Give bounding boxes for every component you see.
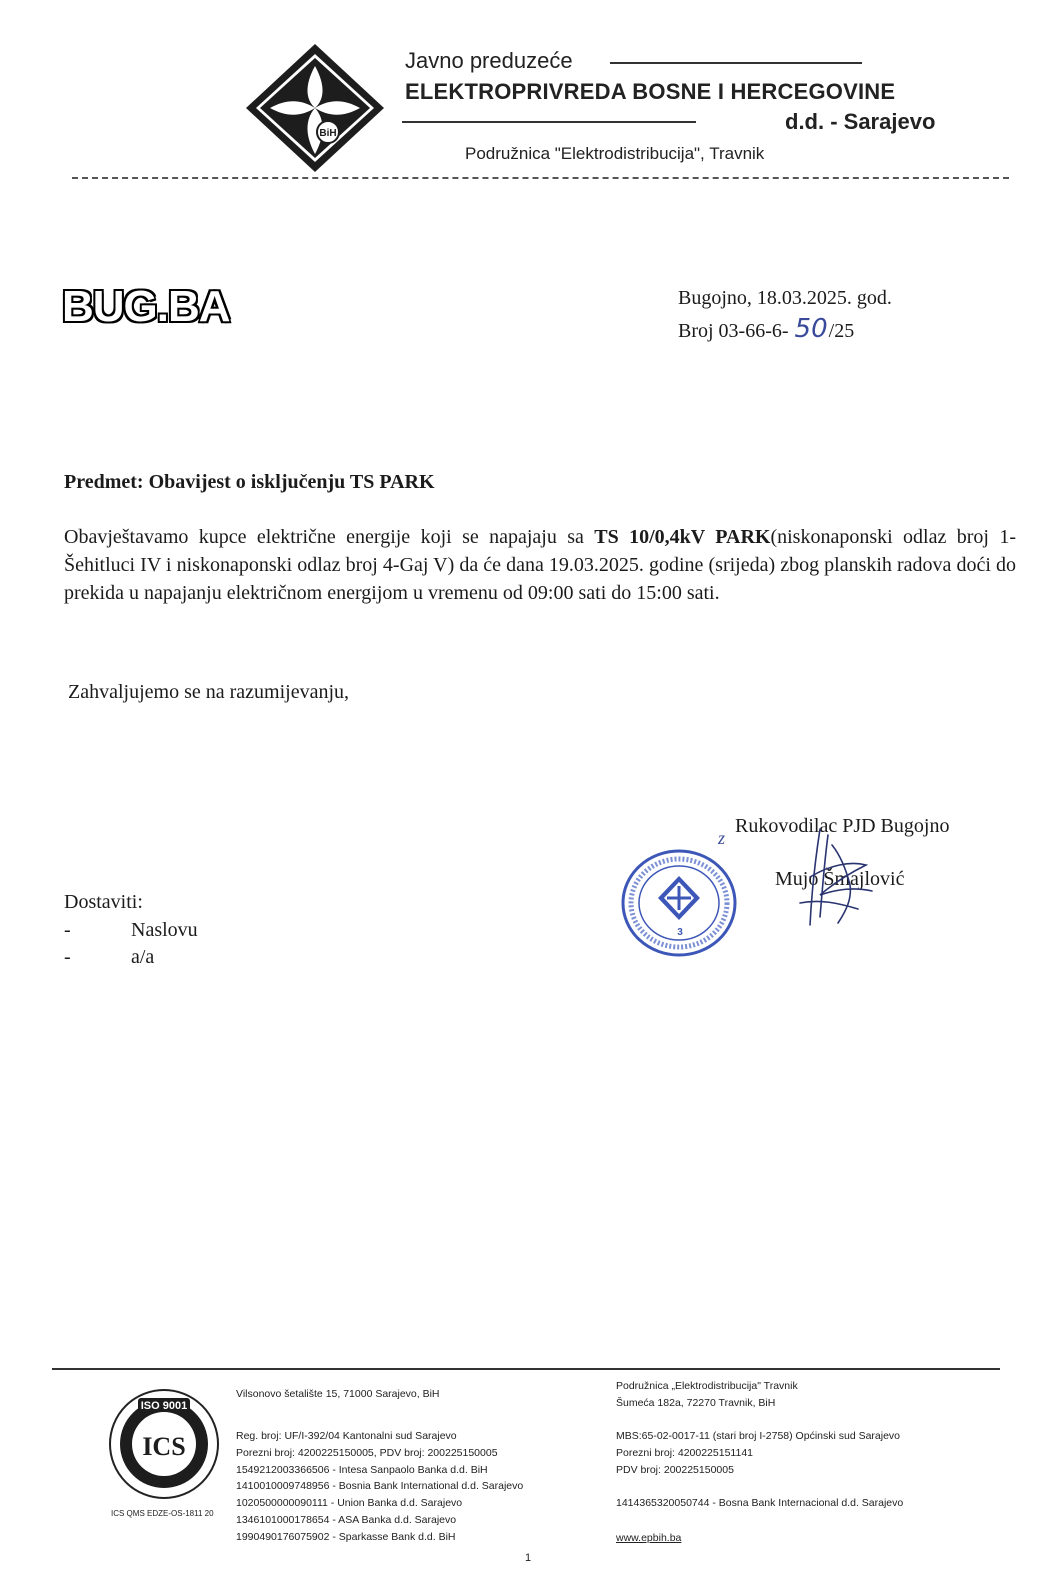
page-number: 1 (525, 1552, 532, 1564)
recipient-item: Naslovu (131, 919, 198, 941)
footer-bank: 1414365320050744 - Bosna Bank Internacional d.d. Sarajevo (616, 1497, 904, 1509)
handwritten-signature (780, 825, 890, 930)
footer-reg-line: Reg. broj: UF/I-392/04 Kantonalni sud Sarajevo (236, 1430, 457, 1442)
recipient-item: a/a (131, 946, 155, 968)
body-text-bold: TS 10/0,4kV PARK (594, 526, 771, 548)
ics-certification-logo (108, 1388, 220, 1500)
document-date: Bugojno, 18.03.2025. god. (678, 287, 892, 309)
watermark: BUG.BA (62, 282, 230, 331)
document-number-prefix: Broj 03-66-6- (678, 320, 794, 342)
recipients-label: Dostaviti: (64, 891, 143, 913)
closing-line: Zahvaljujemo se na razumijevanju, (68, 681, 350, 703)
ics-code: ICS QMS EDZE-OS-1811 20 (111, 1509, 214, 1518)
company-logo (244, 42, 386, 174)
footer-mbs-line: PDV broj: 200225150005 (616, 1463, 734, 1476)
recipient-dash: - (64, 919, 71, 941)
header-line3: d.d. - Sarajevo (785, 109, 936, 134)
signatory-name: Mujo Šmajlović (775, 868, 905, 890)
header-line1: Javno preduzeće (405, 48, 573, 73)
handwritten-mark: z (718, 828, 726, 848)
footer-website-link[interactable]: www.epbih.ba (616, 1532, 682, 1544)
svg-text:3: 3 (677, 927, 683, 938)
document-number (678, 314, 854, 344)
footer-branch (616, 1378, 798, 1412)
footer-mbs-line: Porezni broj: 4200225151141 (616, 1446, 753, 1459)
official-stamp (620, 848, 738, 958)
document-number-handwritten: 50 (794, 314, 828, 344)
ics-iso-label: ISO 9001 (140, 1400, 188, 1412)
footer-reg-line: 1990490176075902 - Sparkasse Bank d.d. BiH (236, 1530, 456, 1543)
signatory-title: Rukovodilac PJD Bugojno (735, 815, 950, 837)
footer-reg-line: 1020500000090111 - Union Banka d.d. Sarajevo (236, 1497, 463, 1510)
footer-mbs-line: MBS:65-02-0017-11 (stari broj I-2758) Općinski sud Sarajevo (616, 1430, 901, 1442)
recipient-dash: - (64, 946, 71, 968)
subject-line: Predmet: Obavijest o isključenju TS PARK (64, 471, 435, 493)
document-number-suffix: /25 (828, 320, 855, 342)
body-text-start: Obavještavamo kupce električne energije koji se napajaju sa (64, 526, 595, 548)
body-paragraph (64, 523, 1016, 607)
footer-branch-line: Šumeća 182a, 72270 Travnik, BiH (616, 1396, 776, 1409)
ics-brand-text: ICS (142, 1432, 186, 1461)
footer-divider (52, 1368, 1000, 1370)
body-text-end: (niskonaponski odlaz broj 1-Šehitluci IV i niskonaponski odlaz broj 4-Gaj V) da će dana 19.03.2025. godine (srijeda) zbog planskih radova doći do prekida u napajanju električnom energijom u vremenu od 09:00 sati do 15:00 sati. (64, 526, 1017, 604)
footer-reg-line: Porezni broj: 4200225150005, PDV broj: 200225150005 (236, 1446, 498, 1459)
header-divider (72, 177, 1009, 179)
header-rule (402, 121, 696, 123)
footer-registration (236, 1428, 523, 1546)
footer-reg-line: 1346101000178654 - ASA Banka d.d. Sarajevo (236, 1513, 457, 1526)
header-rule (610, 62, 862, 64)
footer-reg-line: 1410010009748956 - Bosnia Bank International d.d. Sarajevo (236, 1480, 524, 1493)
logo-badge: BiH (319, 128, 337, 139)
footer-reg-line: 1549212003366506 - Intesa Sanpaolo Banka d.d. BiH (236, 1463, 488, 1476)
header-branch: Podružnica "Elektrodistribucija", Travnik (465, 144, 765, 163)
footer-address: Vilsonovo šetalište 15, 71000 Sarajevo, BiH (236, 1388, 440, 1400)
footer-mbs (616, 1428, 900, 1478)
header-company-name: ELEKTROPRIVREDA BOSNE I HERCEGOVINE (405, 79, 896, 104)
footer-branch-line: Podružnica „Elektrodistribucija" Travnik (616, 1380, 798, 1392)
